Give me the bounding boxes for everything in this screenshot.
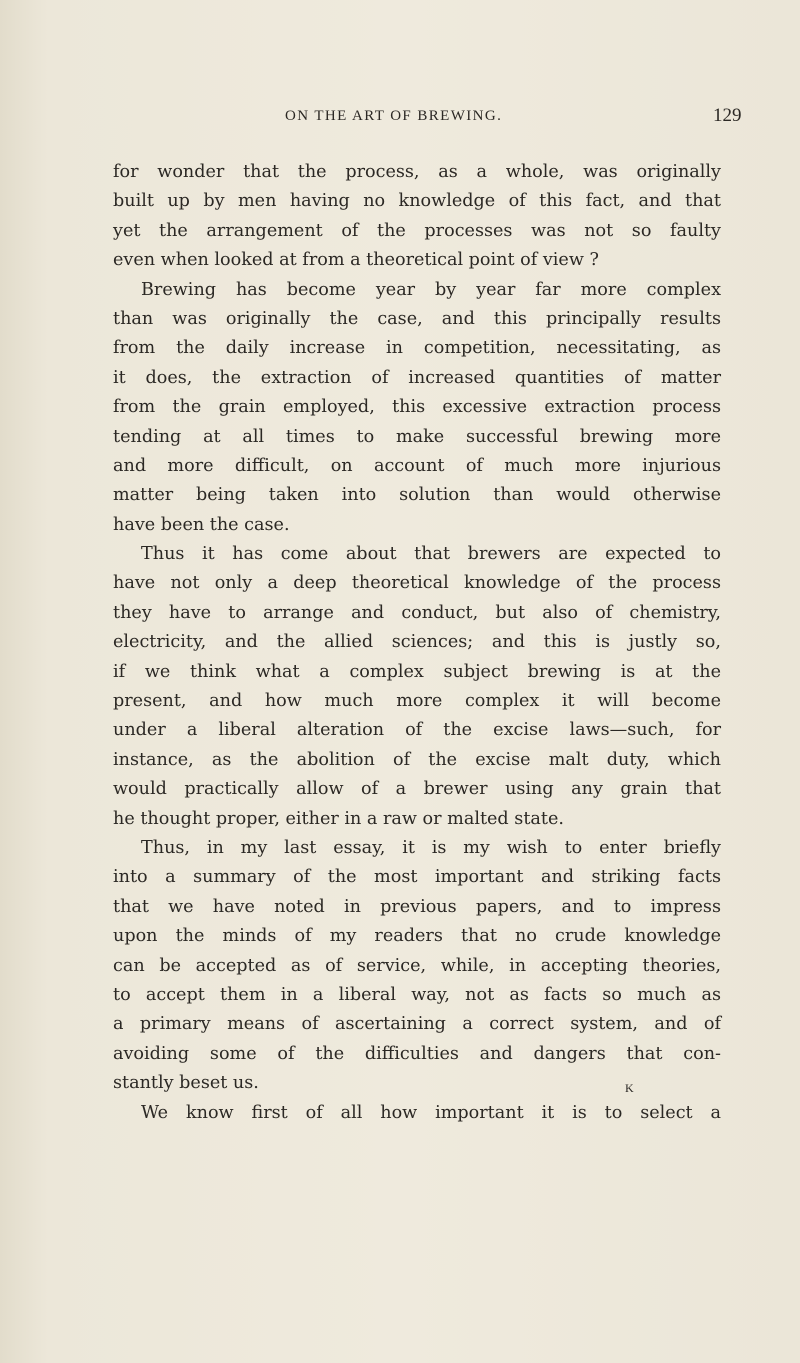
- text-line: he thought proper, either in a raw or malted state.: [113, 808, 564, 829]
- text-line: have been the case.: [113, 514, 290, 535]
- text-line: for wonder that the process, as a whole, was originally: [113, 162, 721, 182]
- text-line: under a liberal alteration of the excise laws—such, for: [113, 720, 721, 741]
- text-line: yet the arrangement of the processes was not so faulty: [113, 220, 721, 241]
- signature-mark: K: [625, 1081, 635, 1095]
- text-line: to accept them in a liberal way, not as facts so much as: [113, 984, 721, 1005]
- text-line: into a summary of the most important and striking facts: [113, 867, 721, 888]
- text-line: Thus it has come about that brewers are expected to: [141, 544, 721, 565]
- text-line: if we think what a complex subject brewing is at the: [113, 661, 721, 682]
- text-line: they have to arrange and conduct, but also of chemistry,: [113, 602, 721, 623]
- text-line: We know first of all how important it is to select a: [141, 1102, 721, 1123]
- text-line: than was originally the case, and this principally results: [113, 308, 721, 329]
- text-line: matter being taken into solution than would otherwise: [113, 485, 721, 506]
- text-line: have not only a deep theoretical knowledge of the process: [113, 573, 721, 594]
- text-line: avoiding some of the difficulties and dangers that con-: [113, 1043, 721, 1064]
- text-line: Thus, in my last essay, it is my wish to enter briefly: [141, 837, 721, 858]
- text-line: even when looked at from a theoretical point of view ?: [113, 250, 599, 271]
- text-line: can be accepted as of service, while, in accepting theories,: [113, 955, 721, 976]
- page-header: [0, 105, 800, 138]
- page-number: 129: [713, 105, 742, 126]
- text-line: upon the minds of my readers that no crude knowledge: [113, 926, 721, 947]
- text-line: a primary means of ascertaining a correct system, and of: [113, 1014, 721, 1035]
- text-line: tending at all times to make successful brewing more: [113, 426, 721, 447]
- text-line: from the daily increase in competition, necessitating, as: [113, 338, 721, 359]
- text-line: it does, the extraction of increased quantities of matter: [113, 367, 721, 388]
- text-line: stantly beset us.: [113, 1073, 259, 1094]
- text-line: instance, as the abolition of the excise malt duty, which: [113, 749, 721, 770]
- text-line: built up by men having no knowledge of this fact, and that: [113, 191, 721, 212]
- text-line: that we have noted in previous papers, and to impress: [113, 896, 721, 917]
- text-line: electricity, and the allied sciences; and this is justly so,: [113, 632, 721, 653]
- text-line: from the grain employed, this excessive extraction process: [113, 397, 721, 418]
- text-line: and more difficult, on account of much more injurious: [113, 455, 721, 476]
- text-line: present, and how much more complex it will become: [113, 691, 721, 712]
- body-text: [113, 158, 721, 1128]
- text-line: would practically allow of a brewer using any grain that: [113, 779, 721, 800]
- text-line: Brewing has become year by year far more complex: [141, 279, 721, 300]
- running-head: ON THE ART OF BREWING.: [285, 108, 503, 124]
